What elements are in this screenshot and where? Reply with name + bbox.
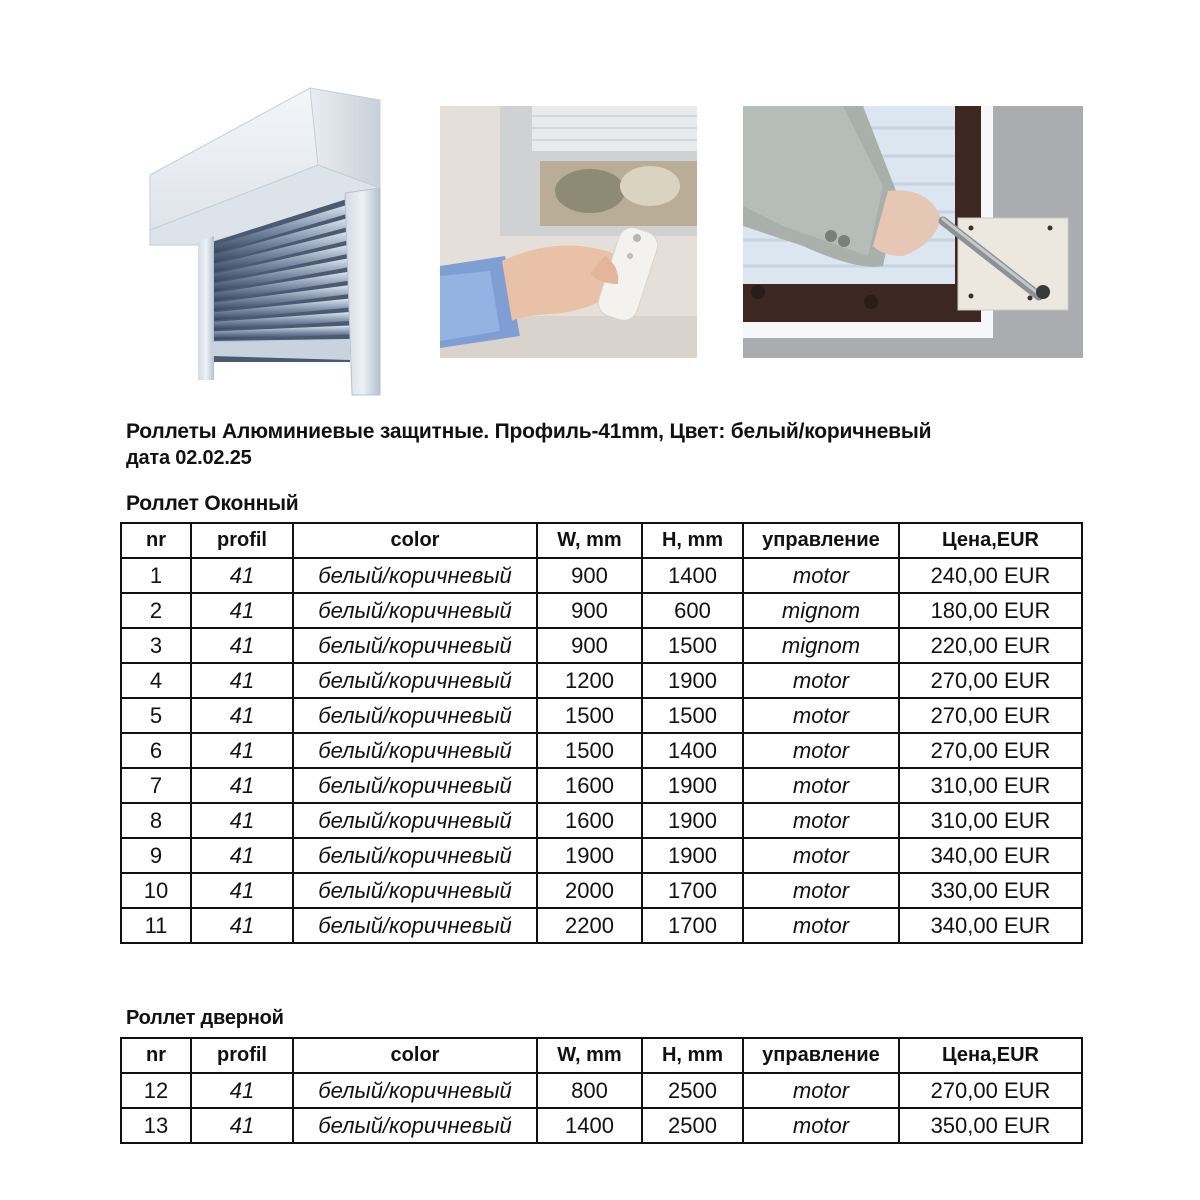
cell-width: 900: [537, 558, 642, 593]
cell-control: motor: [743, 803, 899, 838]
table-row: [121, 838, 1082, 873]
cell-nr: 3: [121, 628, 191, 663]
cell-price: 340,00 EUR: [899, 908, 1082, 943]
cell-profil: 41: [191, 1108, 293, 1143]
cell-width: 1400: [537, 1108, 642, 1143]
cell-nr: 6: [121, 733, 191, 768]
cell-width: 900: [537, 628, 642, 663]
table-header-row: [121, 1038, 1082, 1073]
table-row: [121, 873, 1082, 908]
cell-color: белый/коричневый: [293, 768, 537, 803]
cell-control: motor: [743, 1108, 899, 1143]
cell-nr: 4: [121, 663, 191, 698]
column-header-nr: nr: [121, 1038, 191, 1073]
cell-control: motor: [743, 733, 899, 768]
cell-price: 270,00 EUR: [899, 1073, 1082, 1108]
cell-profil: 41: [191, 768, 293, 803]
cell-height: 2500: [642, 1108, 743, 1143]
cell-nr: 8: [121, 803, 191, 838]
cell-price: 240,00 EUR: [899, 558, 1082, 593]
cell-nr: 9: [121, 838, 191, 873]
cell-width: 2200: [537, 908, 642, 943]
cell-control: motor: [743, 908, 899, 943]
table-row: [121, 663, 1082, 698]
cell-control: motor: [743, 1073, 899, 1108]
column-header-profil: profil: [191, 1038, 293, 1073]
column-header-width: W, mm: [537, 1038, 642, 1073]
table-row: [121, 628, 1082, 663]
table-row: [121, 803, 1082, 838]
cell-control: motor: [743, 838, 899, 873]
cell-price: 270,00 EUR: [899, 663, 1082, 698]
table-row: [121, 1108, 1082, 1143]
cell-nr: 2: [121, 593, 191, 628]
cell-price: 310,00 EUR: [899, 768, 1082, 803]
cell-price: 180,00 EUR: [899, 593, 1082, 628]
section-title-door: Роллет дверной: [126, 1007, 284, 1029]
cell-nr: 1: [121, 558, 191, 593]
cell-control: mignom: [743, 628, 899, 663]
cell-height: 1400: [642, 733, 743, 768]
table-row: [121, 593, 1082, 628]
document-title: Роллеты Алюминиевые защитные. Профиль-41mm, Цвет: белый/коричневый: [126, 420, 932, 443]
cell-color: белый/коричневый: [293, 558, 537, 593]
cell-color: белый/коричневый: [293, 838, 537, 873]
cell-color: белый/коричневый: [293, 1108, 537, 1143]
cell-profil: 41: [191, 663, 293, 698]
cell-nr: 10: [121, 873, 191, 908]
cell-profil: 41: [191, 558, 293, 593]
column-header-width: W, mm: [537, 523, 642, 558]
cell-color: белый/коричневый: [293, 1073, 537, 1108]
cell-color: белый/коричневый: [293, 663, 537, 698]
column-header-price: Цена,EUR: [899, 1038, 1082, 1073]
column-header-control: управление: [743, 523, 899, 558]
section-title-window: Роллет Оконный: [126, 492, 299, 515]
cell-height: 1900: [642, 768, 743, 803]
remote-control-image: [440, 106, 697, 358]
cell-height: 1700: [642, 873, 743, 908]
cell-price: 310,00 EUR: [899, 803, 1082, 838]
column-header-control: управление: [743, 1038, 899, 1073]
cell-color: белый/коричневый: [293, 593, 537, 628]
cell-width: 1600: [537, 803, 642, 838]
cell-profil: 41: [191, 803, 293, 838]
column-header-height: H, mm: [642, 523, 743, 558]
column-header-profil: profil: [191, 523, 293, 558]
column-header-price: Цена,EUR: [899, 523, 1082, 558]
cell-nr: 11: [121, 908, 191, 943]
cell-nr: 5: [121, 698, 191, 733]
column-header-color: color: [293, 523, 537, 558]
cell-profil: 41: [191, 908, 293, 943]
cell-profil: 41: [191, 593, 293, 628]
cell-profil: 41: [191, 733, 293, 768]
cell-price: 270,00 EUR: [899, 698, 1082, 733]
table-row: [121, 733, 1082, 768]
cell-profil: 41: [191, 1073, 293, 1108]
roller-shutter-image: [140, 70, 400, 400]
cell-price: 340,00 EUR: [899, 838, 1082, 873]
cell-color: белый/коричневый: [293, 628, 537, 663]
cell-height: 1900: [642, 803, 743, 838]
cell-price: 330,00 EUR: [899, 873, 1082, 908]
cell-price: 350,00 EUR: [899, 1108, 1082, 1143]
cell-profil: 41: [191, 698, 293, 733]
table-row: [121, 558, 1082, 593]
cell-control: motor: [743, 558, 899, 593]
window-price-table: [120, 522, 1083, 944]
cell-width: 1200: [537, 663, 642, 698]
column-header-color: color: [293, 1038, 537, 1073]
cell-control: motor: [743, 663, 899, 698]
cell-width: 1500: [537, 733, 642, 768]
cell-control: motor: [743, 873, 899, 908]
cell-control: motor: [743, 768, 899, 803]
cell-color: белый/коричневый: [293, 908, 537, 943]
cell-width: 2000: [537, 873, 642, 908]
cell-profil: 41: [191, 838, 293, 873]
cell-height: 1500: [642, 628, 743, 663]
column-header-nr: nr: [121, 523, 191, 558]
cell-price: 270,00 EUR: [899, 733, 1082, 768]
cell-nr: 13: [121, 1108, 191, 1143]
cell-color: белый/коричневый: [293, 803, 537, 838]
cell-profil: 41: [191, 873, 293, 908]
table-row: [121, 908, 1082, 943]
table-row: [121, 698, 1082, 733]
cell-height: 1500: [642, 698, 743, 733]
cell-nr: 12: [121, 1073, 191, 1108]
cell-profil: 41: [191, 628, 293, 663]
cell-color: белый/коричневый: [293, 873, 537, 908]
cell-nr: 7: [121, 768, 191, 803]
cell-color: белый/коричневый: [293, 698, 537, 733]
cell-width: 1500: [537, 698, 642, 733]
manual-crank-image: [743, 106, 1083, 358]
cell-color: белый/коричневый: [293, 733, 537, 768]
table-row: [121, 768, 1082, 803]
table-header-row: [121, 523, 1082, 558]
cell-height: 1900: [642, 663, 743, 698]
cell-height: 2500: [642, 1073, 743, 1108]
cell-control: motor: [743, 698, 899, 733]
door-price-table: [120, 1037, 1083, 1144]
table-row: [121, 1073, 1082, 1108]
column-header-height: H, mm: [642, 1038, 743, 1073]
document-date: дата 02.02.25: [126, 447, 252, 469]
cell-height: 600: [642, 593, 743, 628]
cell-height: 1700: [642, 908, 743, 943]
cell-width: 1900: [537, 838, 642, 873]
cell-width: 1600: [537, 768, 642, 803]
cell-price: 220,00 EUR: [899, 628, 1082, 663]
cell-width: 800: [537, 1073, 642, 1108]
cell-height: 1900: [642, 838, 743, 873]
cell-width: 900: [537, 593, 642, 628]
cell-height: 1400: [642, 558, 743, 593]
cell-control: mignom: [743, 593, 899, 628]
